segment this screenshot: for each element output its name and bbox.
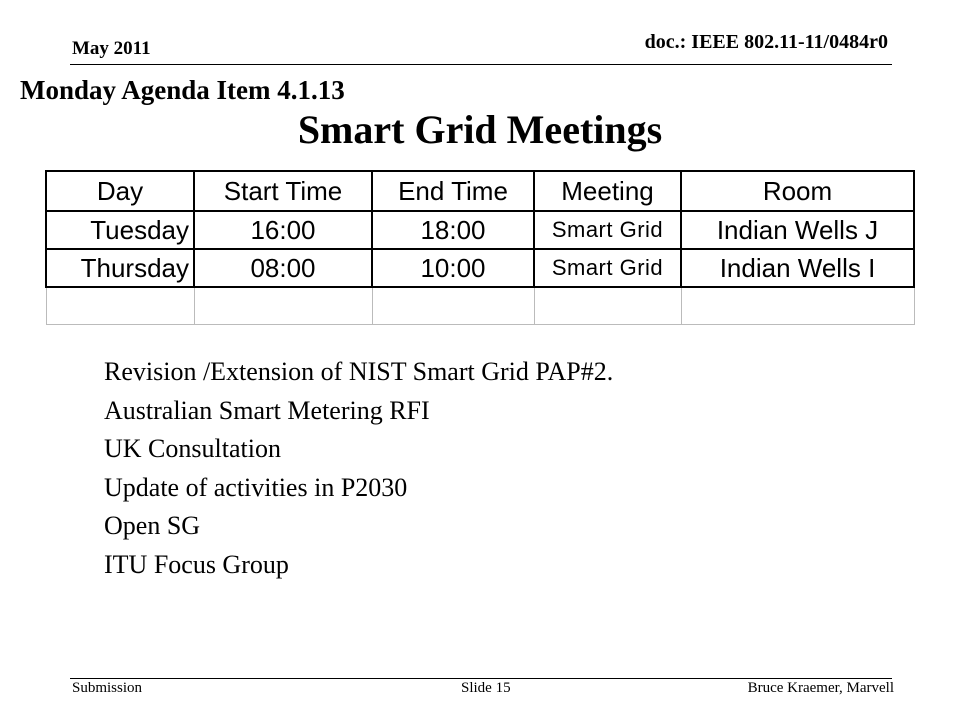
list-item: UK Consultation bbox=[104, 434, 281, 463]
cell-room: Indian Wells I bbox=[681, 249, 914, 287]
footer-slide-number: Slide 15 bbox=[461, 680, 511, 696]
slide-title: Smart Grid Meetings bbox=[297, 107, 663, 152]
empty-cell bbox=[46, 287, 194, 325]
list-item: Update of activities in P2030 bbox=[104, 472, 408, 502]
cell-day: Thursday bbox=[46, 249, 194, 287]
column-header-room: Room bbox=[681, 171, 914, 211]
cell-end-time: 10:00 bbox=[372, 249, 534, 287]
column-header-start-time: Start Time bbox=[194, 171, 372, 211]
column-header-meeting: Meeting bbox=[534, 171, 681, 211]
agenda-item: Monday Agenda Item 4.1.13 bbox=[20, 75, 345, 105]
cell-room: Indian Wells J bbox=[681, 211, 914, 249]
table-row-empty bbox=[46, 287, 914, 325]
empty-cell bbox=[372, 287, 534, 325]
schedule-table bbox=[45, 170, 915, 325]
empty-cell bbox=[534, 287, 681, 325]
cell-meeting: Smart Grid bbox=[534, 211, 681, 249]
empty-cell bbox=[681, 287, 914, 325]
cell-meeting: Smart Grid bbox=[534, 249, 681, 287]
header-date: May 2011 bbox=[72, 38, 151, 59]
cell-end-time: 18:00 bbox=[372, 211, 534, 249]
table-row bbox=[46, 211, 914, 249]
footer-submission: Submission bbox=[72, 680, 143, 696]
header-divider bbox=[70, 64, 892, 65]
header-doc-id: doc.: IEEE 802.11-11/0484r0 bbox=[644, 31, 888, 53]
column-header-end-time: End Time bbox=[372, 171, 534, 211]
schedule-header-row bbox=[46, 171, 914, 211]
list-item: Australian Smart Metering RFI bbox=[104, 395, 430, 425]
list-item: ITU Focus Group bbox=[104, 549, 289, 579]
list-item: Revision /Extension of NIST Smart Grid PAP#2. bbox=[104, 357, 614, 386]
topic-list bbox=[104, 353, 613, 584]
cell-day: Tuesday bbox=[46, 211, 194, 249]
empty-cell bbox=[194, 287, 372, 325]
table-row bbox=[46, 249, 914, 287]
footer-author: Bruce Kraemer, Marvell bbox=[747, 680, 894, 696]
footer-divider bbox=[70, 678, 892, 679]
cell-start-time: 08:00 bbox=[194, 249, 372, 287]
column-header-day: Day bbox=[46, 171, 194, 211]
cell-start-time: 16:00 bbox=[194, 211, 372, 249]
list-item: Open SG bbox=[104, 511, 201, 540]
